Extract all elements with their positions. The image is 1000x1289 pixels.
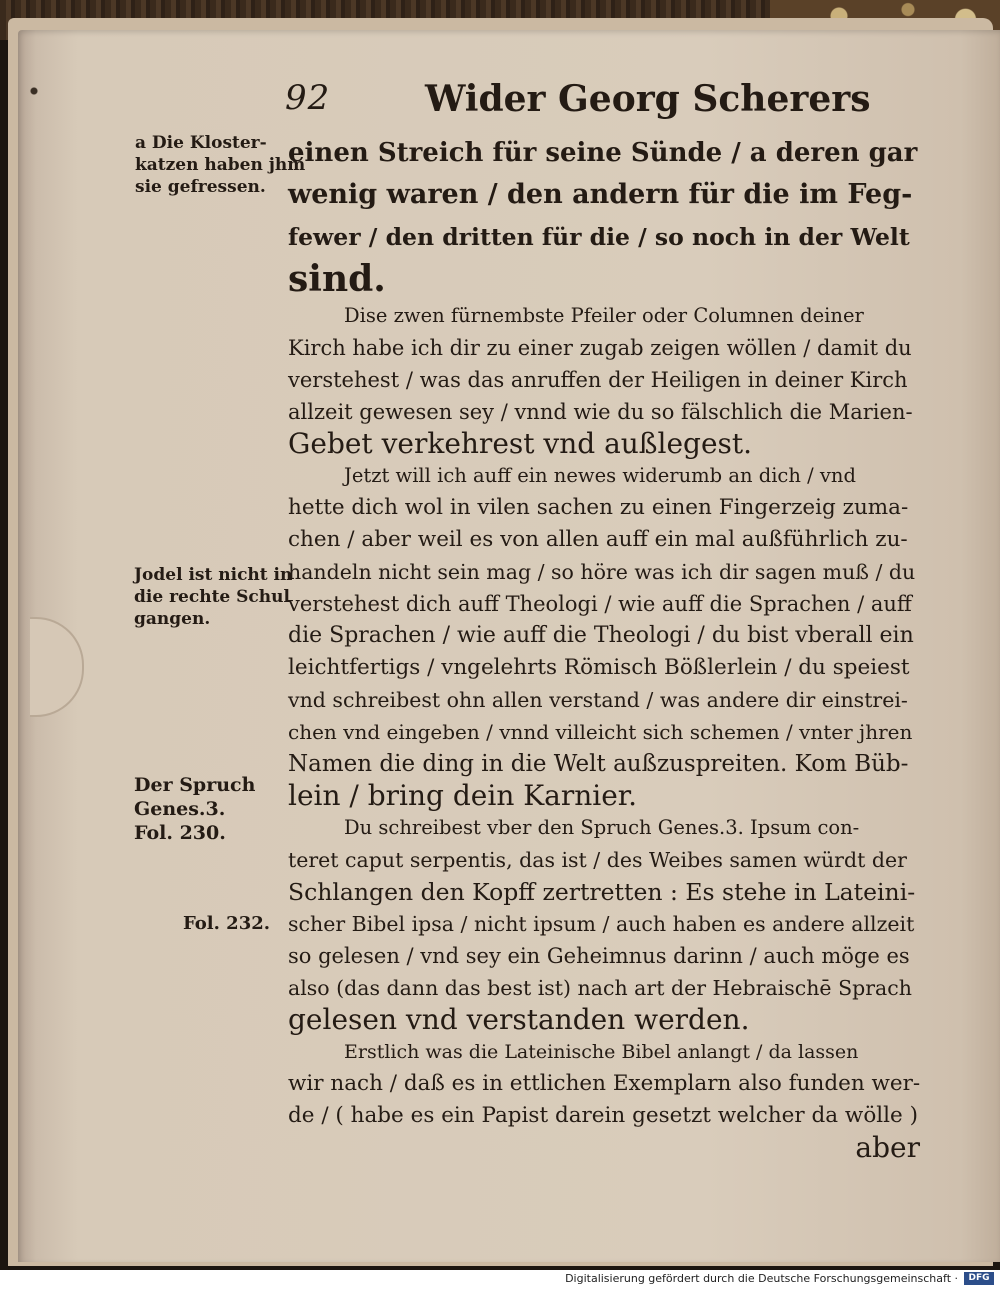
catchword: aber [855,1131,920,1164]
text-line: leichtfertigs / vngelehrts Römisch Bößlerlein / du speiest [288,655,910,680]
text-line: verstehest / was das anruffen der Heiligen in deiner Kirch [288,368,908,392]
margin-note-line: Fol. 230. [134,822,226,844]
ink-mark [28,78,40,104]
margin-note-line: Der Spruch [134,774,256,796]
margin-note-line: sie gefressen. [135,177,266,197]
text-line: Kirch habe ich dir zu einer zugab zeigen wöllen / damit du [288,336,912,360]
page-number: 92 [285,78,331,118]
text-line: einen Streich für seine Sünde / a deren gar [288,138,918,168]
margin-note-line: Genes.3. [134,798,226,820]
text-line: Namen die ding in die Welt außzuspreiten. Kom Büb- [288,751,909,777]
text-line: allzeit gewesen sey / vnnd wie du so fälschlich die Marien- [288,400,913,424]
dfg-logo: DFG [964,1272,994,1285]
text-line: Du schreibest vber den Spruch Genes.3. Ipsum con- [344,816,860,839]
text-line: scher Bibel ipsa / nicht ipsum / auch haben es andere allzeit [288,912,915,936]
text-line: chen vnd eingeben / vnnd villeicht sich schemen / vnter jhren [288,720,913,744]
text-line: fewer / den dritten für die / so noch in der Welt [288,223,910,251]
text-line: wir nach / daß es in ettlichen Exemplarn also funden wer- [288,1071,921,1096]
text-line: Schlangen den Kopff zertretten : Es stehe in Lateini- [288,878,916,906]
text-line: sind. [288,258,386,300]
text-line: Erstlich was die Lateinische Bibel anlangt / da lassen [344,1041,859,1063]
text-line: also (das dann das best ist) nach art der Hebraischē Sprach [288,976,912,1000]
text-line: handeln nicht sein mag / so höre was ich dir sagen muß / du [288,560,916,584]
margin-note-line: Jodel ist nicht in [134,565,293,585]
text-line: chen / aber weil es von allen auff ein mal außführlich zu- [288,527,908,552]
running-title: Wider Georg Scherers [425,78,871,120]
margin-note-spruch [134,773,255,845]
text-line: Gebet verkehrest vnd außlegest. [288,427,753,460]
margin-note-jodel [134,564,292,630]
text-line: die Sprachen / wie auff die Theologi / du bist vberall ein [288,623,914,648]
margin-note-fol: Fol. 232. [183,913,271,934]
text-line: teret caput serpentis, das ist / des Weibes samen würdt der [288,848,907,872]
margin-note-line: die rechte Schul [134,587,290,607]
margin-note-line: gangen. [134,609,211,629]
margin-note-a [135,132,305,198]
text-line: lein / bring dein Karnier. [288,779,638,812]
main-text [288,132,920,1164]
text-line: vnd schreibest ohn allen verstand / was andere dir einstrei- [288,688,908,712]
margin-note-line: a Die Kloster- [135,133,267,153]
funding-credit: Digitalisierung gefördert durch die Deutsche Forschungsgemeinschaft · [565,1272,958,1285]
text-line: wenig waren / den andern für die im Feg- [288,179,913,210]
text-line: de / ( habe es ein Papist darein gesetzt welcher da wölle ) [288,1103,918,1128]
text-line: Jetzt will ich auff ein newes widerumb an dich / vnd [344,464,856,487]
margin-note-line: katzen haben jhm [135,155,306,175]
text-line: hette dich wol in vilen sachen zu einen Fingerzeig zuma- [288,495,909,520]
text-line: verstehest dich auff Theologi / wie auff die Sprachen / auff [288,592,912,616]
text-line: gelesen vnd verstanden werden. [288,1003,750,1036]
text-line: Dise zwen fürnembste Pfeiler oder Columnen deiner [344,304,864,327]
text-line: so gelesen / vnd sey ein Geheimnus darinn / auch möge es [288,944,910,968]
